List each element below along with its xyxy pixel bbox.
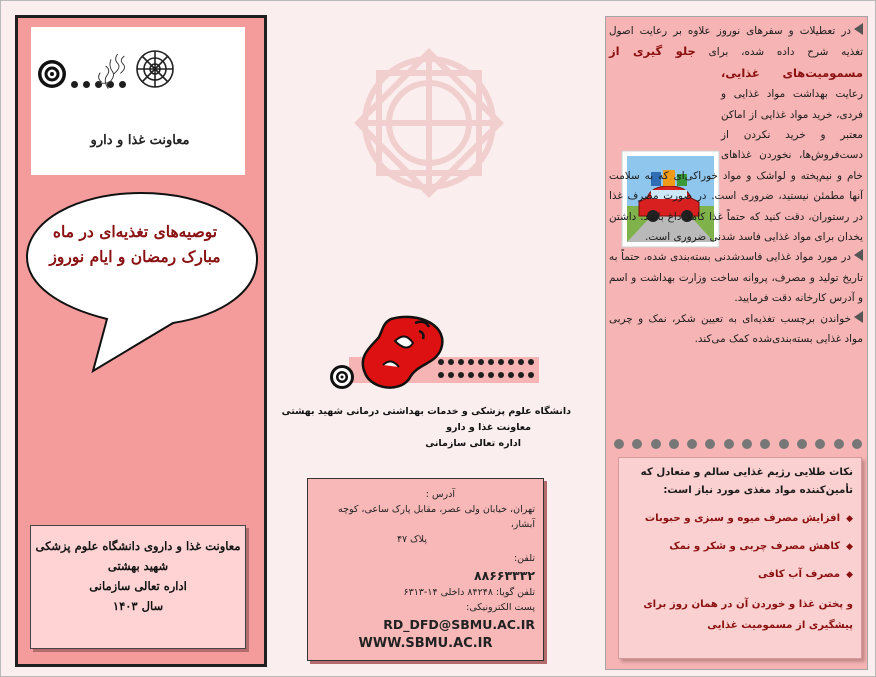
voice-number: ۸۴۲۴۸ داخلی ۱۴-۶۳۱۳: [403, 587, 493, 598]
advice-highlight: جلو گیری از مسمومیت‌های غذایی،: [609, 44, 863, 80]
phone-label: تلفن:: [513, 553, 535, 564]
bullet-arrow-icon: [854, 249, 863, 261]
tip-item: [627, 538, 853, 556]
org-line-2: معاونت غذا و دارو: [446, 422, 531, 433]
advice-paragraph-2: در مورد مواد غذایی فاسدشدنی بسته‌بندی شده، حتماً به تاریخ تولید و مصرف، پروانه ساخت وزارت بهداشت و اسم و آدرس کارخانه دقت فرمایید.: [609, 251, 863, 305]
email-label: پست الکترونیکی:: [466, 602, 535, 613]
tips-intro: نکات طلایی رژیم غذایی سالم و متعادل که تأمین‌کننده مواد مغذی مورد نیاز است:: [640, 467, 853, 496]
publisher-info-box: [30, 525, 246, 649]
org-line-1: دانشگاه علوم پزشکی و خدمات بهداشتی درمانی شهید بهشتی: [281, 406, 571, 417]
bullet-arrow-icon: [854, 311, 863, 323]
diamond-bullet-icon: ◆: [846, 514, 853, 524]
brochure-title: [37, 219, 233, 269]
title-line-2: مبارک رمضان و ایام نوروز: [49, 247, 221, 266]
diamond-bullet-icon: ◆: [846, 570, 853, 580]
tip-text: مصرف آب کافی: [758, 569, 841, 580]
organization-title: [281, 404, 571, 452]
tip-item: [627, 566, 853, 584]
address-line-2: پلاک ۴۷: [396, 534, 427, 545]
diamond-bullet-icon: ◆: [846, 542, 853, 552]
advice-paragraph-1b: رعایت بهداشت مواد غذایی و فردی، خرید مواد غذایی از اماکن معتبر و خرید نکردن از دست‌فروش‌ها، نخوردن غذاهای خام و نیم‌پخته و لواشک و مواد خوراکی‌ای که به سلامت آنها مطمئن نیستید، ضروری است. در صورت مصرف غذا در رستوران، دقت کنید که حتماً غذا کاملاً داغ باشد. داشتن یخدان برای مواد غذایی فاسد شدنی ضروری است.: [609, 88, 863, 244]
title-line-1: توصیه‌های تغذیه‌ای در ماه: [52, 222, 218, 241]
tip-text: کاهش مصرف چربی و شکر و نمک: [669, 541, 841, 552]
email-row: [316, 600, 535, 634]
university-calligraphy: [91, 43, 131, 109]
health-brand-logo: [329, 313, 544, 393]
address-label: آدرس :: [425, 489, 455, 500]
tip-text: افزایش مصرف میوه و سبزی و حبوبات: [644, 513, 841, 524]
publisher-line-3: اداره تعالی سازمانی: [89, 579, 187, 593]
address-line-1: تهران، خیابان ولی عصر، مقابل پارک ساعی، کوچه آبشار،: [337, 504, 535, 530]
phone-number: ۸۸۶۶۳۳۳۲: [473, 568, 535, 583]
separator-dots: [614, 439, 862, 451]
publisher-line-2: شهید بهشتی: [107, 559, 169, 573]
publisher-year: سال ۱۴۰۳: [112, 599, 164, 613]
publisher-line-1: معاونت غذا و داروی دانشگاه علوم پزشکی: [35, 539, 241, 553]
image-float-spacer: [609, 63, 721, 161]
voice-row: [316, 585, 535, 600]
bullet-arrow-icon: [854, 23, 863, 35]
rosette-watermark: [339, 37, 519, 207]
org-line-3: اداره تعالی سازمانی: [425, 438, 521, 449]
phone-row: [316, 551, 535, 566]
contact-box: [307, 478, 544, 661]
speech-bubble: [23, 187, 259, 377]
website-link[interactable]: WWW.SBMU.AC.IR: [358, 636, 493, 651]
deputy-name: معاونت غذا و دارو: [90, 133, 190, 148]
travel-advice-text: [609, 21, 863, 350]
university-logo: [125, 37, 221, 117]
target-icon: [37, 59, 67, 89]
voice-label: تلفن گویا:: [495, 587, 535, 598]
tips-closing: و پختن غذا و خوردن آن در همان روز برای پیشگیری از مسمومیت غذایی: [643, 599, 853, 631]
advice-paragraph-3: خواندن برچسب تغذیه‌ای به تعیین شکر، نمک و چربی مواد غذایی بسته‌بندی‌شده کمک می‌کند.: [609, 312, 863, 346]
email-link[interactable]: RD_DFD@SBMU.AC.IR: [383, 617, 535, 632]
tip-item: [627, 510, 853, 528]
golden-tips-box: [618, 457, 862, 659]
advice-paragraph-1a: در تعطیلات و سفرهای نوروز علاوه بر رعایت اصول تغذیه شرح داده شده، برای: [609, 25, 864, 59]
